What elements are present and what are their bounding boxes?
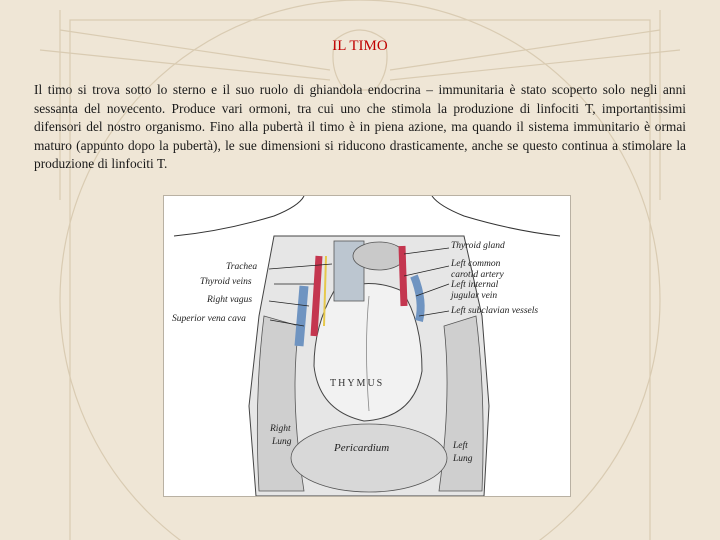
label-left-common: Left common xyxy=(451,259,501,269)
body-paragraph: Il timo si trova sotto lo sterno e il suo ruolo di ghiandola endocrina – immunitaria è stato scoperto solo negli anni sessanta del novecento. Produce vari ormoni, tra cui uno che stimola la produzione di linfociti T, importantissimi difensori del nostro organismo. Fino alla pubertà il timo è in piena azione, ma quando il sistema immunitario è ormai maturo (appunto dopo la pubertà), le sue dimensioni si riducono drasticamente, anche se questo continua a stimolare la produzione di linfociti T. xyxy=(34,82,686,172)
label-left-subclavian: Left subclavian vessels xyxy=(451,306,539,316)
label-trachea: Trachea xyxy=(226,262,258,272)
label-left-internal: Left internal xyxy=(451,280,499,290)
label-jugular-vein: jugular vein xyxy=(451,291,498,301)
label-thyroid-veins: Thyroid veins xyxy=(200,277,252,287)
label-pericardium: Pericardium xyxy=(334,442,390,454)
label-right-lung-2: Lung xyxy=(272,437,292,447)
label-thyroid-gland: Thyroid gland xyxy=(451,241,505,251)
label-left-lung-1: Left xyxy=(453,441,468,451)
thymus-anatomy-figure xyxy=(163,195,571,497)
label-carotid-artery: carotid artery xyxy=(451,270,504,280)
label-right-vagus: Right vagus xyxy=(207,295,253,305)
label-right-lung-1: Right xyxy=(270,424,291,434)
page-title: IL TIMO xyxy=(332,38,388,54)
label-superior-vena-cava: Superior vena cava xyxy=(172,314,246,324)
label-left-lung-2: Lung xyxy=(453,454,473,464)
label-thymus: THYMUS xyxy=(330,378,385,389)
